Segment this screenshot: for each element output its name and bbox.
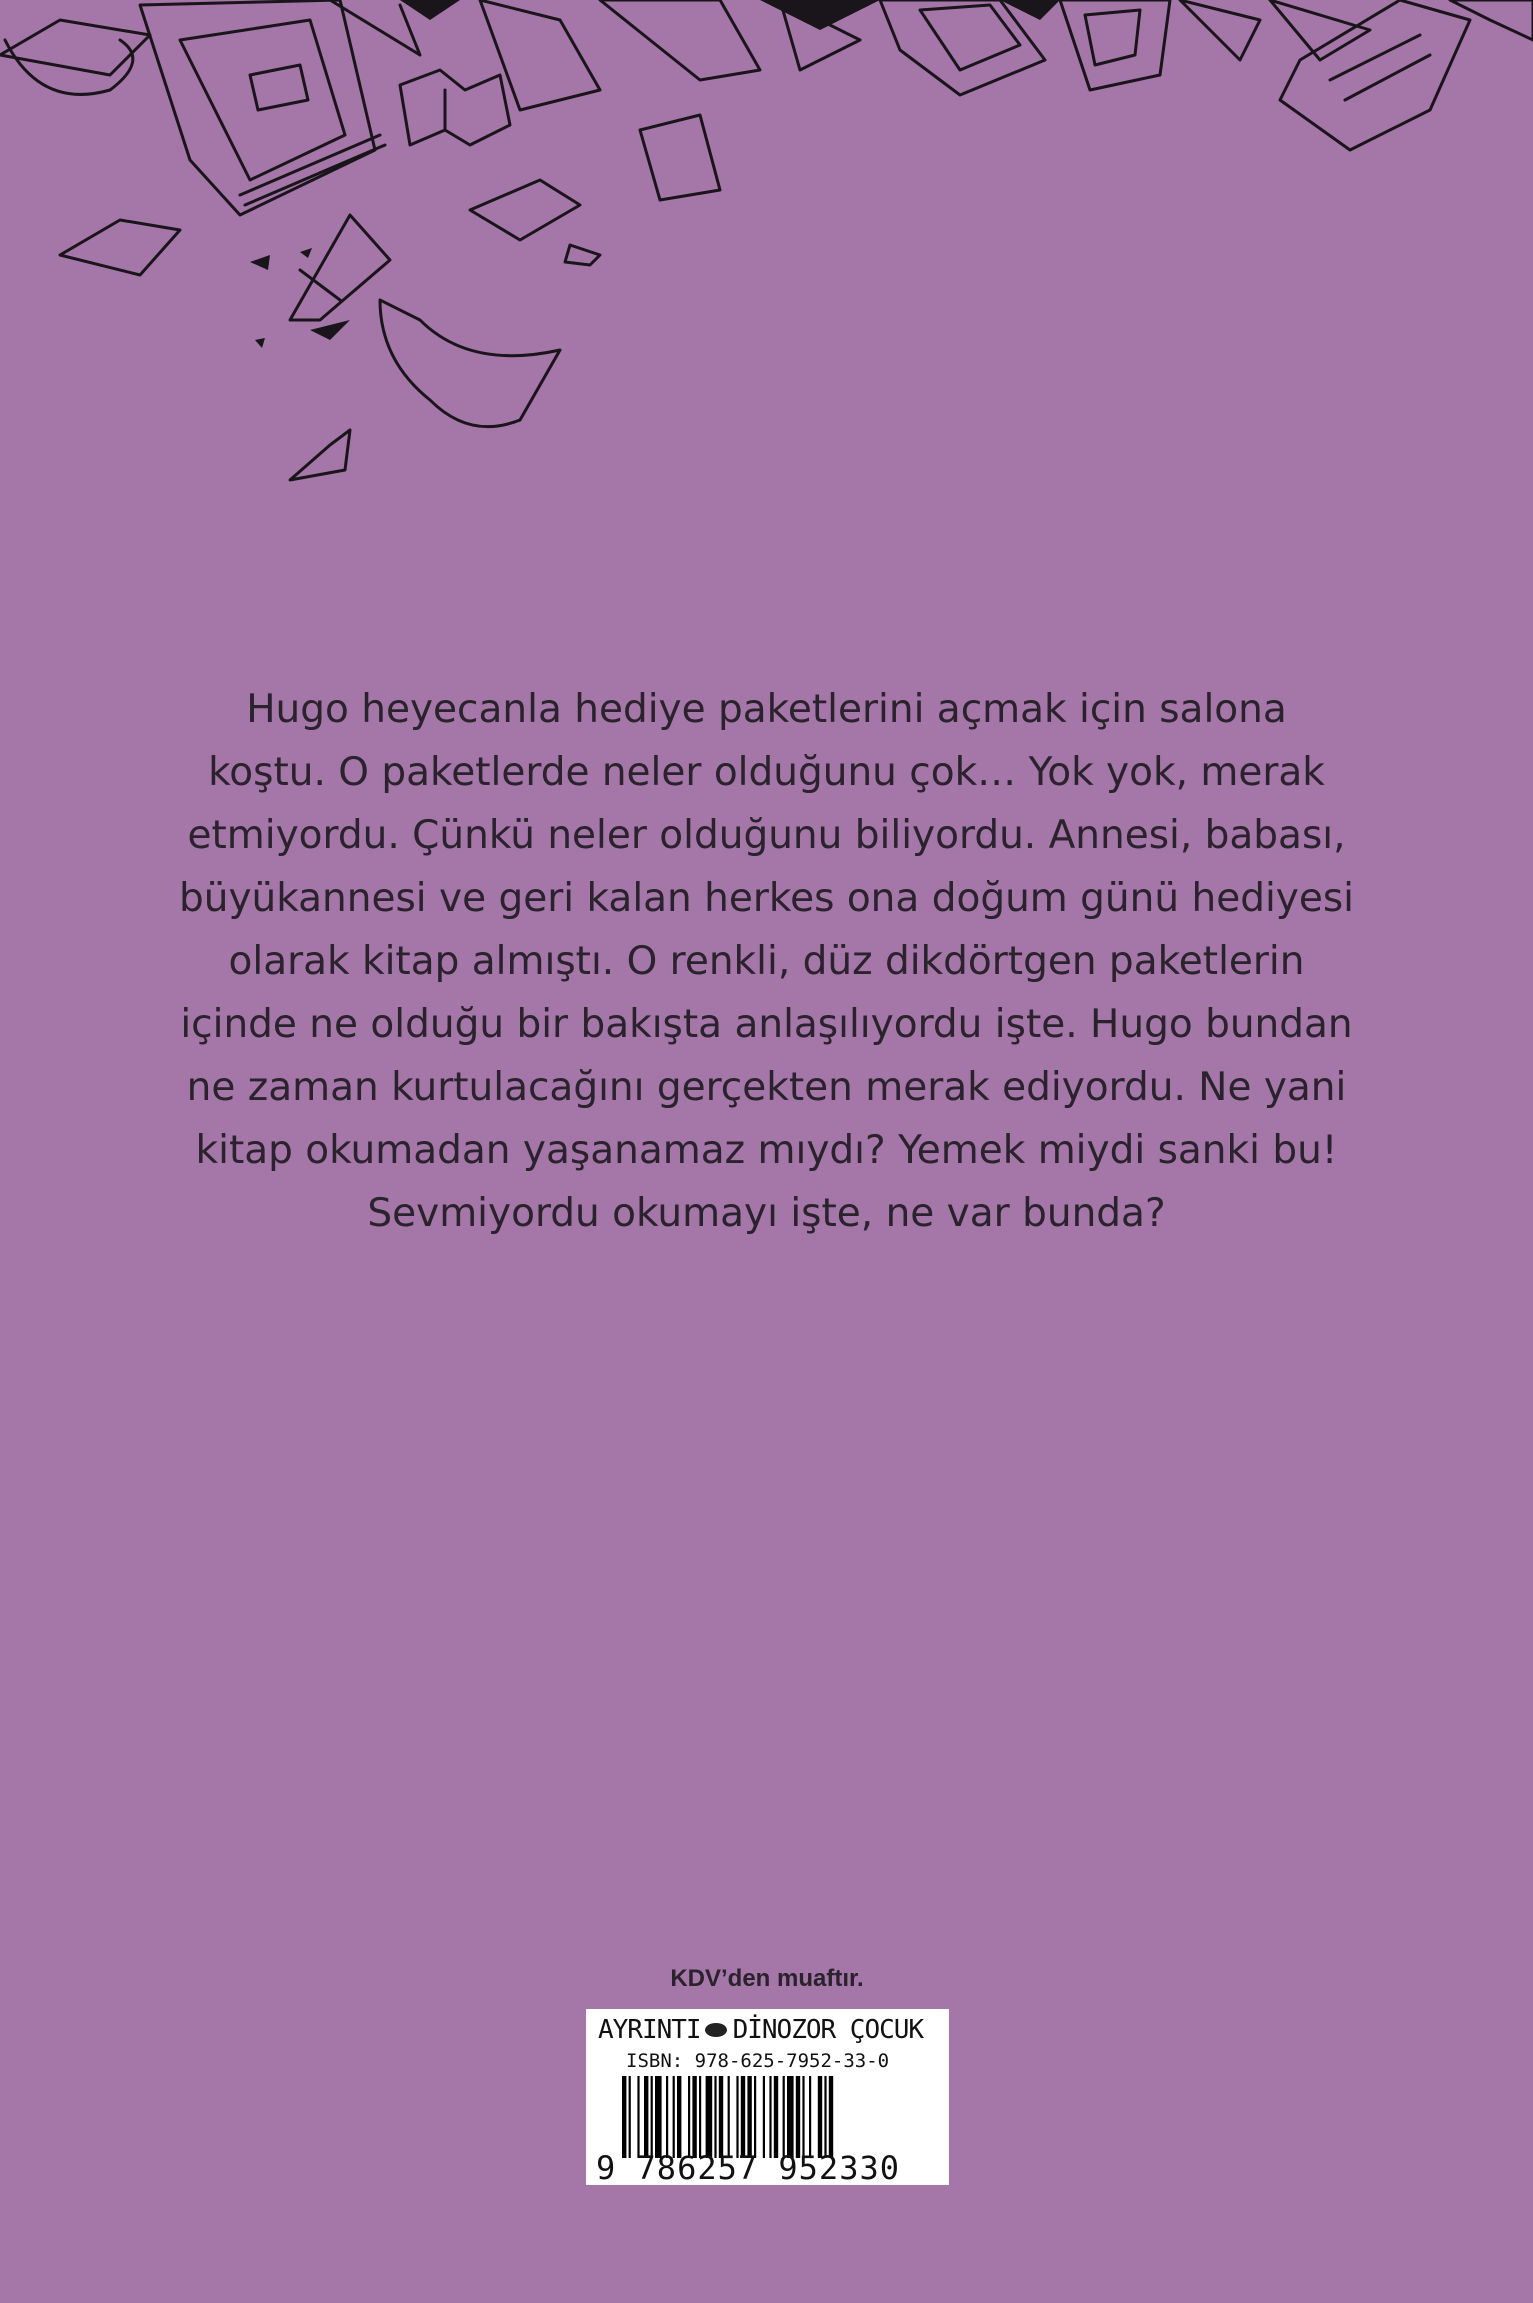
book-sketch	[1180, 0, 1260, 60]
barcode-bar	[714, 2076, 716, 2158]
barcode-bars	[622, 2076, 914, 2158]
barcode-bar	[769, 2076, 771, 2158]
barcode-bar	[692, 2076, 696, 2158]
barcode-bar	[655, 2076, 662, 2158]
publisher-imprint	[598, 2015, 943, 2045]
paper-sketch	[60, 220, 180, 275]
barcode-bar	[728, 2076, 730, 2158]
blurb-line: ne zaman kurtulacağını gerçekten merak ediyordu. Ne yani	[186, 1065, 1347, 1110]
blurb-line: koştu. O paketlerde neler olduğunu çok… Yok yok, merak	[208, 750, 1325, 795]
barcode-bar	[719, 2076, 723, 2158]
paper-sketch	[565, 245, 600, 265]
barcode-bar	[747, 2076, 751, 2158]
blurb-line: büyükannesi ve geri kalan herkes ona doğum günü hediyesi	[178, 876, 1355, 921]
imprint-name: DİNOZOR ÇOCUK	[732, 2015, 924, 2045]
book-sketch	[480, 0, 600, 110]
vat-exempt-note: KDV’den muaftır.	[670, 1965, 864, 1992]
back-cover-blurb	[170, 678, 1363, 1245]
paper-sketch	[300, 270, 340, 300]
book-sketch	[1330, 35, 1420, 80]
book-sketch	[240, 135, 380, 195]
book-sketch	[180, 20, 345, 180]
book-sketch	[600, 0, 760, 80]
paper-sketch	[380, 300, 560, 427]
blurb-line: kitap okumadan yaşanamaz mıydı? Yemek miydi sanki bu!	[195, 1128, 1338, 1173]
barcode-bar	[829, 2076, 833, 2158]
paper-sketch	[640, 115, 720, 200]
barcode-bar	[809, 2076, 811, 2158]
book-sketch	[330, 0, 420, 55]
open-book-sketch	[400, 70, 510, 145]
barcode-bar	[818, 2076, 822, 2158]
book-sketch	[245, 145, 385, 205]
falling-books-illustration	[0, 0, 1533, 500]
barcode-bar	[666, 2076, 668, 2158]
barcode-bar	[699, 2076, 701, 2158]
book-sketch	[880, 0, 1045, 95]
barcode-bar	[629, 2076, 631, 2158]
book-sketch	[250, 65, 308, 110]
paper-sketch	[470, 180, 580, 240]
publisher-name: AYRINTI	[598, 2015, 701, 2045]
barcode-bar	[673, 2076, 675, 2158]
barcode-bar	[651, 2076, 653, 2158]
book-sketch	[1270, 0, 1370, 60]
blurb-line: olarak kitap almıştı. O renkli, düz dikdörtgen paketlerin	[228, 939, 1305, 984]
isbn-number: ISBN: 978-625-7952-33-0	[626, 2050, 890, 2072]
book-sketch	[920, 5, 1020, 70]
paper-sketch	[290, 215, 390, 320]
blurb-line: etmiyordu. Çünkü neler olduğunu biliyordu. Annesi, babası,	[187, 813, 1346, 858]
ean-digits: 9 786257 952330	[596, 2149, 900, 2187]
barcode-bar	[637, 2076, 639, 2158]
book-sketch	[1345, 55, 1430, 100]
barcode-bar	[644, 2076, 648, 2158]
barcode-bar	[774, 2076, 778, 2158]
barcode-bar	[787, 2076, 794, 2158]
barcode-bar	[688, 2076, 690, 2158]
barcode-bar	[783, 2076, 785, 2158]
book-sketch	[1280, 0, 1470, 150]
barcode-bar	[796, 2076, 800, 2158]
barcode-bar	[754, 2076, 756, 2158]
barcode-bar	[741, 2076, 745, 2158]
isbn-barcode-label	[586, 2009, 949, 2185]
paper-sketch	[290, 430, 350, 480]
dinosaur-logo-icon	[705, 2023, 727, 2037]
barcode-bar	[763, 2076, 765, 2158]
barcode-bar	[802, 2076, 804, 2158]
blurb-line: içinde ne olduğu bir bakışta anlaşılıyordu işte. Hugo bundan	[180, 1002, 1353, 1047]
barcode-bar	[706, 2076, 713, 2158]
blurb-line: Hugo heyecanla hediye paketlerini açmak için salona	[246, 687, 1287, 732]
blurb-line: Sevmiyordu okumayı işte, ne var bunda?	[367, 1191, 1166, 1236]
book-sketch	[1085, 10, 1140, 65]
barcode-bar	[736, 2076, 738, 2158]
barcode-bar	[824, 2076, 826, 2158]
barcode-bar	[622, 2076, 626, 2158]
barcode-bar	[677, 2076, 681, 2158]
